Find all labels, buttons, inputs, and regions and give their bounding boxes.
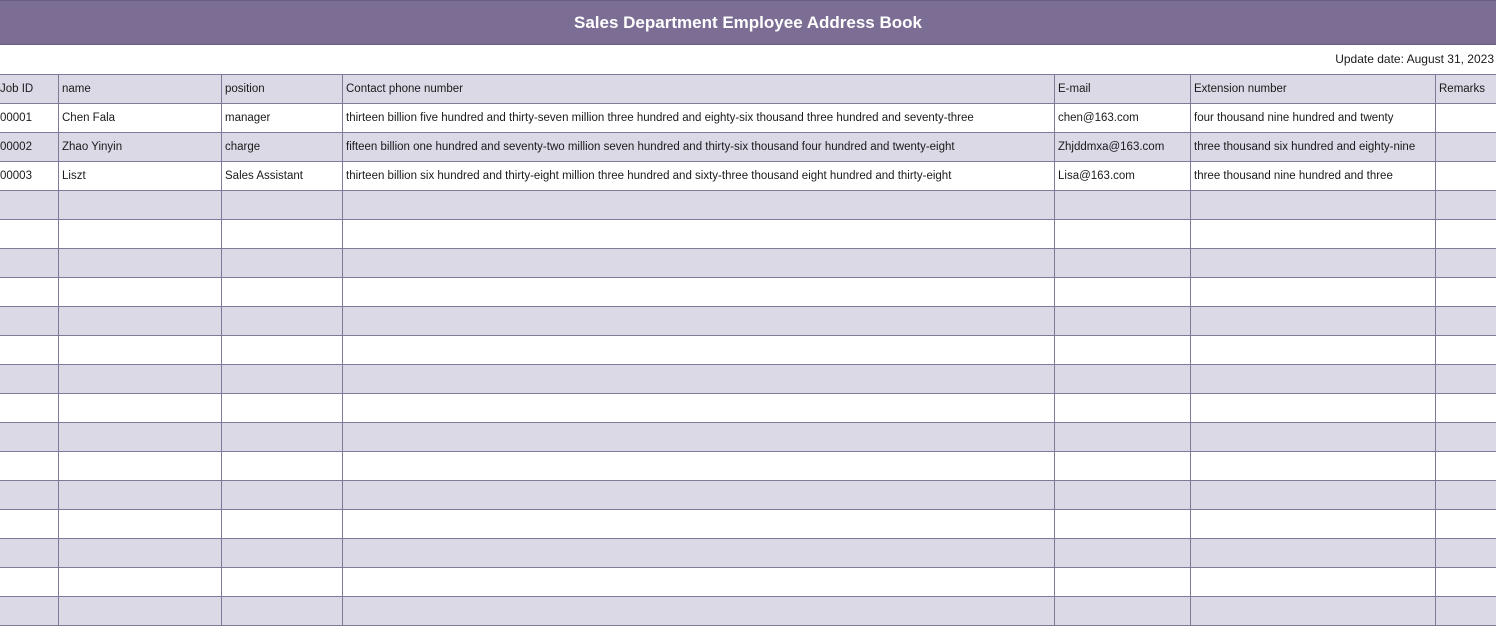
cell-name[interactable] bbox=[59, 568, 222, 597]
cell-remarks[interactable] bbox=[1436, 278, 1496, 307]
cell-remarks[interactable] bbox=[1436, 423, 1496, 452]
cell-remarks[interactable] bbox=[1436, 220, 1496, 249]
table-row bbox=[0, 307, 1496, 336]
header-contact-phone[interactable]: Contact phone number bbox=[343, 75, 1055, 104]
cell-contact-phone[interactable] bbox=[343, 191, 1055, 220]
cell-contact-phone[interactable]: thirteen billion five hundred and thirty-seven million three hundred and eighty-six thousand three hundred and seventy-three bbox=[343, 104, 1055, 133]
cell-remarks[interactable] bbox=[1436, 568, 1496, 597]
cell-remarks[interactable] bbox=[1436, 307, 1496, 336]
cell-job-id[interactable] bbox=[0, 307, 59, 336]
cell-position[interactable] bbox=[222, 452, 343, 481]
cell-contact-phone[interactable] bbox=[343, 539, 1055, 568]
cell-name[interactable] bbox=[59, 307, 222, 336]
cell-email[interactable] bbox=[1055, 307, 1191, 336]
cell-extension[interactable] bbox=[1191, 394, 1436, 423]
cell-extension[interactable] bbox=[1191, 452, 1436, 481]
header-extension[interactable]: Extension number bbox=[1191, 75, 1436, 104]
table-row bbox=[0, 104, 1496, 133]
address-book-table bbox=[0, 74, 1496, 626]
cell-name[interactable] bbox=[59, 336, 222, 365]
cell-position[interactable] bbox=[222, 249, 343, 278]
cell-extension[interactable] bbox=[1191, 510, 1436, 539]
header-name[interactable]: name bbox=[59, 75, 222, 104]
cell-position[interactable]: Sales Assistant bbox=[222, 162, 343, 191]
cell-job-id[interactable] bbox=[0, 423, 59, 452]
table-row bbox=[0, 162, 1496, 191]
cell-position[interactable] bbox=[222, 365, 343, 394]
cell-remarks[interactable] bbox=[1436, 539, 1496, 568]
cell-extension[interactable] bbox=[1191, 336, 1436, 365]
cell-name[interactable] bbox=[59, 423, 222, 452]
table-row bbox=[0, 568, 1496, 597]
cell-remarks[interactable] bbox=[1436, 191, 1496, 220]
table-row bbox=[0, 249, 1496, 278]
cell-contact-phone[interactable] bbox=[343, 481, 1055, 510]
table-row bbox=[0, 423, 1496, 452]
header-position[interactable]: position bbox=[222, 75, 343, 104]
table-row bbox=[0, 133, 1496, 162]
cell-name[interactable] bbox=[59, 191, 222, 220]
cell-email[interactable] bbox=[1055, 597, 1191, 626]
cell-position[interactable] bbox=[222, 568, 343, 597]
cell-job-id[interactable] bbox=[0, 278, 59, 307]
cell-job-id[interactable] bbox=[0, 220, 59, 249]
table-row bbox=[0, 365, 1496, 394]
header-row bbox=[0, 75, 1496, 104]
cell-job-id[interactable] bbox=[0, 597, 59, 626]
table-row bbox=[0, 452, 1496, 481]
cell-job-id[interactable] bbox=[0, 539, 59, 568]
cell-job-id[interactable]: 00003 bbox=[0, 162, 59, 191]
cell-job-id[interactable] bbox=[0, 191, 59, 220]
cell-name[interactable] bbox=[59, 365, 222, 394]
cell-extension[interactable] bbox=[1191, 278, 1436, 307]
cell-contact-phone[interactable] bbox=[343, 278, 1055, 307]
cell-email[interactable] bbox=[1055, 336, 1191, 365]
cell-extension[interactable]: three thousand nine hundred and three bbox=[1191, 162, 1436, 191]
header-remarks[interactable]: Remarks bbox=[1436, 75, 1496, 104]
cell-position[interactable] bbox=[222, 481, 343, 510]
cell-job-id[interactable] bbox=[0, 249, 59, 278]
cell-contact-phone[interactable] bbox=[343, 597, 1055, 626]
cell-position[interactable] bbox=[222, 423, 343, 452]
cell-name[interactable]: Zhao Yinyin bbox=[59, 133, 222, 162]
table-row bbox=[0, 597, 1496, 626]
cell-name[interactable] bbox=[59, 249, 222, 278]
cell-position[interactable] bbox=[222, 394, 343, 423]
cell-extension[interactable] bbox=[1191, 365, 1436, 394]
cell-email[interactable] bbox=[1055, 452, 1191, 481]
cell-remarks[interactable] bbox=[1436, 481, 1496, 510]
cell-extension[interactable] bbox=[1191, 539, 1436, 568]
cell-contact-phone[interactable] bbox=[343, 220, 1055, 249]
table-row bbox=[0, 336, 1496, 365]
cell-remarks[interactable] bbox=[1436, 394, 1496, 423]
cell-remarks[interactable] bbox=[1436, 162, 1496, 191]
cell-job-id[interactable] bbox=[0, 481, 59, 510]
cell-job-id[interactable] bbox=[0, 510, 59, 539]
cell-email[interactable] bbox=[1055, 220, 1191, 249]
cell-contact-phone[interactable] bbox=[343, 568, 1055, 597]
cell-contact-phone[interactable] bbox=[343, 394, 1055, 423]
cell-name[interactable] bbox=[59, 278, 222, 307]
cell-contact-phone[interactable]: thirteen billion six hundred and thirty-eight million three hundred and sixty-three thousand eight hundred and thirty-eight bbox=[343, 162, 1055, 191]
cell-name[interactable]: Liszt bbox=[59, 162, 222, 191]
cell-extension[interactable] bbox=[1191, 220, 1436, 249]
table-row bbox=[0, 539, 1496, 568]
cell-extension[interactable] bbox=[1191, 481, 1436, 510]
cell-job-id[interactable] bbox=[0, 452, 59, 481]
header-job-id[interactable]: Job ID bbox=[0, 75, 59, 104]
header-email[interactable]: E-mail bbox=[1055, 75, 1191, 104]
cell-contact-phone[interactable] bbox=[343, 249, 1055, 278]
cell-position[interactable]: charge bbox=[222, 133, 343, 162]
cell-email[interactable] bbox=[1055, 481, 1191, 510]
cell-email[interactable]: Zhjddmxa@163.com bbox=[1055, 133, 1191, 162]
cell-position[interactable] bbox=[222, 539, 343, 568]
cell-remarks[interactable] bbox=[1436, 133, 1496, 162]
cell-email[interactable] bbox=[1055, 365, 1191, 394]
cell-contact-phone[interactable] bbox=[343, 510, 1055, 539]
cell-position[interactable]: manager bbox=[222, 104, 343, 133]
cell-extension[interactable] bbox=[1191, 568, 1436, 597]
cell-remarks[interactable] bbox=[1436, 249, 1496, 278]
cell-remarks[interactable] bbox=[1436, 104, 1496, 133]
cell-name[interactable] bbox=[59, 597, 222, 626]
cell-email[interactable] bbox=[1055, 191, 1191, 220]
cell-position[interactable] bbox=[222, 191, 343, 220]
cell-email[interactable]: chen@163.com bbox=[1055, 104, 1191, 133]
cell-job-id[interactable] bbox=[0, 568, 59, 597]
table-row bbox=[0, 220, 1496, 249]
cell-extension[interactable]: three thousand six hundred and eighty-nine bbox=[1191, 133, 1436, 162]
cell-extension[interactable] bbox=[1191, 249, 1436, 278]
cell-job-id[interactable] bbox=[0, 336, 59, 365]
cell-extension[interactable] bbox=[1191, 191, 1436, 220]
cell-email[interactable] bbox=[1055, 539, 1191, 568]
cell-email[interactable] bbox=[1055, 249, 1191, 278]
cell-name[interactable] bbox=[59, 452, 222, 481]
cell-extension[interactable]: four thousand nine hundred and twenty bbox=[1191, 104, 1436, 133]
cell-job-id[interactable] bbox=[0, 365, 59, 394]
update-date[interactable]: Update date: August 31, 2023 bbox=[1335, 52, 1494, 66]
cell-position[interactable] bbox=[222, 220, 343, 249]
cell-remarks[interactable] bbox=[1436, 597, 1496, 626]
cell-contact-phone[interactable]: fifteen billion one hundred and seventy-two million seven hundred and thirty-six thousand four hundred and twenty-eight bbox=[343, 133, 1055, 162]
cell-extension[interactable] bbox=[1191, 423, 1436, 452]
cell-remarks[interactable] bbox=[1436, 336, 1496, 365]
cell-position[interactable] bbox=[222, 307, 343, 336]
cell-email[interactable] bbox=[1055, 510, 1191, 539]
cell-email[interactable] bbox=[1055, 423, 1191, 452]
cell-contact-phone[interactable] bbox=[343, 336, 1055, 365]
cell-remarks[interactable] bbox=[1436, 510, 1496, 539]
cell-contact-phone[interactable] bbox=[343, 307, 1055, 336]
cell-position[interactable] bbox=[222, 510, 343, 539]
cell-position[interactable] bbox=[222, 278, 343, 307]
cell-name[interactable] bbox=[59, 220, 222, 249]
cell-email[interactable] bbox=[1055, 568, 1191, 597]
table-row bbox=[0, 394, 1496, 423]
table-row bbox=[0, 510, 1496, 539]
sheet-title[interactable]: Sales Department Employee Address Book bbox=[0, 0, 1496, 45]
cell-contact-phone[interactable] bbox=[343, 452, 1055, 481]
cell-extension[interactable] bbox=[1191, 597, 1436, 626]
cell-remarks[interactable] bbox=[1436, 452, 1496, 481]
cell-contact-phone[interactable] bbox=[343, 423, 1055, 452]
cell-name[interactable] bbox=[59, 394, 222, 423]
cell-position[interactable] bbox=[222, 597, 343, 626]
cell-job-id[interactable]: 00001 bbox=[0, 104, 59, 133]
cell-job-id[interactable] bbox=[0, 394, 59, 423]
cell-job-id[interactable]: 00002 bbox=[0, 133, 59, 162]
cell-position[interactable] bbox=[222, 336, 343, 365]
cell-name[interactable] bbox=[59, 510, 222, 539]
table-row bbox=[0, 481, 1496, 510]
table-row bbox=[0, 191, 1496, 220]
cell-contact-phone[interactable] bbox=[343, 365, 1055, 394]
cell-name[interactable] bbox=[59, 539, 222, 568]
cell-extension[interactable] bbox=[1191, 307, 1436, 336]
cell-email[interactable] bbox=[1055, 278, 1191, 307]
cell-remarks[interactable] bbox=[1436, 365, 1496, 394]
cell-name[interactable] bbox=[59, 481, 222, 510]
cell-email[interactable]: Lisa@163.com bbox=[1055, 162, 1191, 191]
cell-email[interactable] bbox=[1055, 394, 1191, 423]
cell-name[interactable]: Chen Fala bbox=[59, 104, 222, 133]
table-row bbox=[0, 278, 1496, 307]
